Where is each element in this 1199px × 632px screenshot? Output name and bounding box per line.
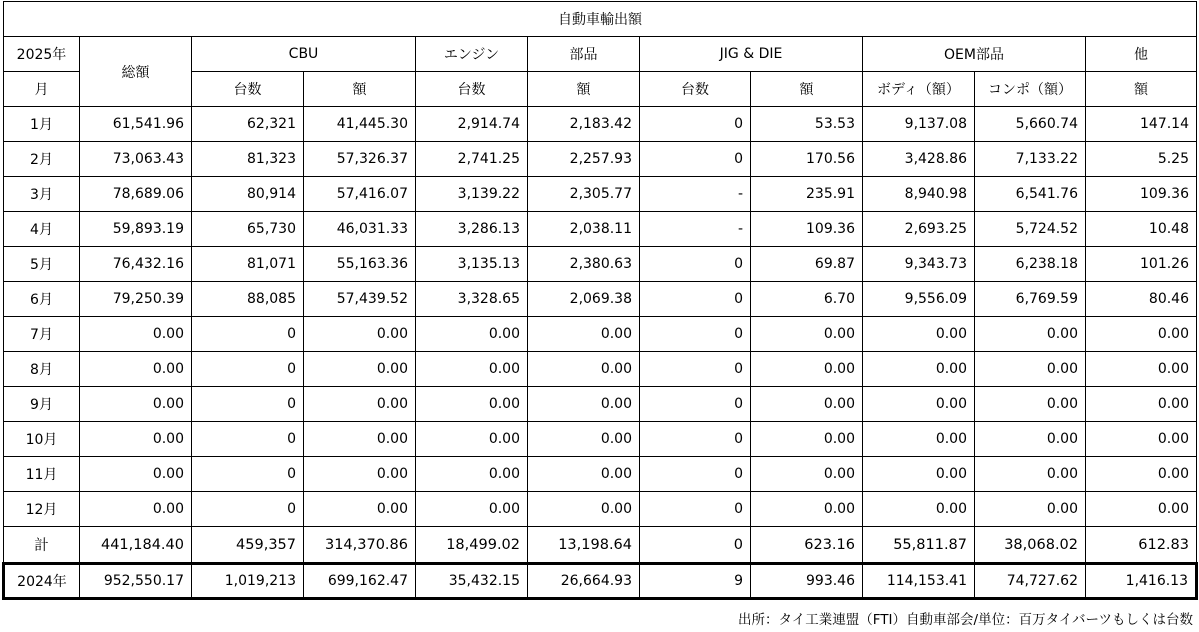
total-amount-cell: 76,432.16 (80, 247, 192, 282)
oem-body-amount-cell: 9,343.73 (863, 247, 975, 282)
other-amount-cell: 0.00 (1086, 317, 1197, 352)
year-header: 2025年 (4, 37, 80, 72)
jig-amount-cell: 0.00 (751, 352, 863, 387)
oem-body-amount-cell: 0.00 (863, 457, 975, 492)
cbu-amount-cell: 55,163.36 (304, 247, 416, 282)
other-amount-cell: 0.00 (1086, 352, 1197, 387)
other-amount-cell: 147.14 (1086, 107, 1197, 142)
row-label: 7月 (4, 317, 80, 352)
parts-amount-cell: 0.00 (528, 387, 640, 422)
cbu-units-cell: 0 (192, 387, 304, 422)
other-header: 他 (1086, 37, 1197, 72)
row-label: 4月 (4, 212, 80, 247)
engine-units-cell: 0.00 (416, 492, 528, 527)
parts-amount-cell: 2,183.42 (528, 107, 640, 142)
engine-units-cell: 0.00 (416, 422, 528, 457)
parts-amount-cell: 0.00 (528, 492, 640, 527)
cbu-amount-cell: 0.00 (304, 422, 416, 457)
jig-units-cell: 0 (640, 527, 751, 564)
jig-amount-cell: 623.16 (751, 527, 863, 564)
total-amount-cell: 79,250.39 (80, 282, 192, 317)
cbu-units-cell: 88,085 (192, 282, 304, 317)
total-amount-cell: 0.00 (80, 387, 192, 422)
table-row (4, 317, 1197, 352)
table-body (4, 2, 1197, 599)
jig-amount-header: 額 (751, 72, 863, 107)
export-table-wrapper (2, 1, 1195, 600)
oem-component-amount-cell: 5,724.52 (975, 212, 1086, 247)
cbu-units-cell: 0 (192, 352, 304, 387)
jig-amount-cell: 0.00 (751, 317, 863, 352)
total-amount-cell: 0.00 (80, 352, 192, 387)
table-row (4, 457, 1197, 492)
oem-body-amount-cell: 8,940.98 (863, 177, 975, 212)
jig-units-cell: 0 (640, 387, 751, 422)
row-label: 11月 (4, 457, 80, 492)
jig-amount-cell: 0.00 (751, 457, 863, 492)
total-amount-cell: 0.00 (80, 317, 192, 352)
oem-body-amount-cell: 0.00 (863, 317, 975, 352)
total-amount-cell: 73,063.43 (80, 142, 192, 177)
other-amount-header: 額 (1086, 72, 1197, 107)
oem-body-amount-cell: 3,428.86 (863, 142, 975, 177)
row-label: 6月 (4, 282, 80, 317)
engine-units-cell: 0.00 (416, 352, 528, 387)
cbu-units-cell: 0 (192, 457, 304, 492)
cbu-amount-cell: 57,439.52 (304, 282, 416, 317)
jig-units-cell: 0 (640, 422, 751, 457)
total-amount-cell: 61,541.96 (80, 107, 192, 142)
engine-units-cell: 3,286.13 (416, 212, 528, 247)
engine-units-cell: 3,139.22 (416, 177, 528, 212)
table-row (4, 492, 1197, 527)
row-label: 1月 (4, 107, 80, 142)
total-amount-cell: 59,893.19 (80, 212, 192, 247)
oem-component-amount-cell: 74,727.62 (975, 564, 1086, 599)
automobile-export-table (2, 1, 1198, 600)
oem-body-amount-cell: 0.00 (863, 492, 975, 527)
parts-amount-cell: 0.00 (528, 317, 640, 352)
table-row (4, 387, 1197, 422)
cbu-amount-cell: 57,416.07 (304, 177, 416, 212)
oem-body-amount-cell: 55,811.87 (863, 527, 975, 564)
cbu-amount-cell: 699,162.47 (304, 564, 416, 599)
row-label: 2月 (4, 142, 80, 177)
other-amount-cell: 10.48 (1086, 212, 1197, 247)
other-amount-cell: 612.83 (1086, 527, 1197, 564)
table-row (4, 352, 1197, 387)
jig-die-header: JIG & DIE (640, 37, 863, 72)
total-amount-cell: 0.00 (80, 422, 192, 457)
oem-body-amount-cell: 2,693.25 (863, 212, 975, 247)
jig-amount-cell: 109.36 (751, 212, 863, 247)
oem-component-amount-cell: 0.00 (975, 352, 1086, 387)
oem-parts-header: OEM部品 (863, 37, 1086, 72)
total-row (4, 527, 1197, 564)
jig-amount-cell: 0.00 (751, 387, 863, 422)
oem-body-amount-cell: 0.00 (863, 387, 975, 422)
oem-component-amount-cell: 6,238.18 (975, 247, 1086, 282)
cbu-amount-cell: 46,031.33 (304, 212, 416, 247)
jig-units-cell: 0 (640, 492, 751, 527)
cbu-units-cell: 81,071 (192, 247, 304, 282)
cbu-units-cell: 62,321 (192, 107, 304, 142)
oem-component-amount-cell: 6,541.76 (975, 177, 1086, 212)
oem-component-amount-cell: 0.00 (975, 317, 1086, 352)
oem-body-amount-header: ボディ（額） (863, 72, 975, 107)
cbu-amount-cell: 57,326.37 (304, 142, 416, 177)
cbu-amount-cell: 0.00 (304, 457, 416, 492)
jig-units-cell: - (640, 177, 751, 212)
oem-component-amount-header: コンポ（額） (975, 72, 1086, 107)
jig-units-cell: - (640, 212, 751, 247)
other-amount-cell: 1,416.13 (1086, 564, 1197, 599)
table-row (4, 422, 1197, 457)
engine-header: エンジン (416, 37, 528, 72)
cbu-amount-cell: 0.00 (304, 317, 416, 352)
other-amount-cell: 109.36 (1086, 177, 1197, 212)
jig-units-cell: 9 (640, 564, 751, 599)
jig-amount-cell: 0.00 (751, 492, 863, 527)
row-label: 2024年 (4, 564, 80, 599)
table-row (4, 142, 1197, 177)
oem-component-amount-cell: 38,068.02 (975, 527, 1086, 564)
row-label: 8月 (4, 352, 80, 387)
oem-component-amount-cell: 0.00 (975, 492, 1086, 527)
parts-amount-cell: 13,198.64 (528, 527, 640, 564)
other-amount-cell: 0.00 (1086, 457, 1197, 492)
row-label: 10月 (4, 422, 80, 457)
cbu-units-header: 台数 (192, 72, 304, 107)
jig-amount-cell: 69.87 (751, 247, 863, 282)
table-row (4, 247, 1197, 282)
jig-amount-cell: 53.53 (751, 107, 863, 142)
parts-amount-cell: 2,069.38 (528, 282, 640, 317)
jig-units-cell: 0 (640, 247, 751, 282)
jig-units-cell: 0 (640, 142, 751, 177)
cbu-units-cell: 81,323 (192, 142, 304, 177)
engine-units-cell: 18,499.02 (416, 527, 528, 564)
row-label: 計 (4, 527, 80, 564)
jig-amount-cell: 0.00 (751, 422, 863, 457)
other-amount-cell: 0.00 (1086, 492, 1197, 527)
cbu-units-cell: 1,019,213 (192, 564, 304, 599)
table-row (4, 177, 1197, 212)
row-label: 9月 (4, 387, 80, 422)
parts-amount-cell: 26,664.93 (528, 564, 640, 599)
source-note: 出所：タイ工業連盟（FTI）自動車部会/単位：百万タイバーツもしくは台数 (738, 612, 1193, 628)
oem-component-amount-cell: 6,769.59 (975, 282, 1086, 317)
parts-amount-cell: 2,257.93 (528, 142, 640, 177)
table-title: 自動車輸出額 (4, 2, 1197, 37)
oem-body-amount-cell: 0.00 (863, 422, 975, 457)
parts-header: 部品 (528, 37, 640, 72)
engine-units-cell: 35,432.15 (416, 564, 528, 599)
engine-units-cell: 3,328.65 (416, 282, 528, 317)
jig-units-cell: 0 (640, 352, 751, 387)
cbu-units-cell: 0 (192, 422, 304, 457)
engine-units-cell: 0.00 (416, 387, 528, 422)
jig-units-cell: 0 (640, 107, 751, 142)
jig-units-cell: 0 (640, 457, 751, 492)
oem-body-amount-cell: 0.00 (863, 352, 975, 387)
jig-amount-cell: 170.56 (751, 142, 863, 177)
cbu-units-cell: 0 (192, 492, 304, 527)
total-amount-cell: 952,550.17 (80, 564, 192, 599)
engine-units-header: 台数 (416, 72, 528, 107)
parts-amount-cell: 2,380.63 (528, 247, 640, 282)
jig-units-header: 台数 (640, 72, 751, 107)
oem-body-amount-cell: 9,556.09 (863, 282, 975, 317)
cbu-units-cell: 65,730 (192, 212, 304, 247)
parts-amount-cell: 2,305.77 (528, 177, 640, 212)
total-amount-cell: 0.00 (80, 492, 192, 527)
total-amount-cell: 0.00 (80, 457, 192, 492)
table-row (4, 212, 1197, 247)
oem-body-amount-cell: 9,137.08 (863, 107, 975, 142)
row-label: 3月 (4, 177, 80, 212)
previous-year-row (4, 564, 1197, 599)
oem-component-amount-cell: 0.00 (975, 387, 1086, 422)
oem-component-amount-cell: 0.00 (975, 422, 1086, 457)
cbu-amount-cell: 314,370.86 (304, 527, 416, 564)
oem-component-amount-cell: 5,660.74 (975, 107, 1086, 142)
oem-component-amount-cell: 7,133.22 (975, 142, 1086, 177)
parts-amount-cell: 0.00 (528, 422, 640, 457)
table-row (4, 107, 1197, 142)
cbu-units-cell: 459,357 (192, 527, 304, 564)
table-row (4, 282, 1197, 317)
oem-body-amount-cell: 114,153.41 (863, 564, 975, 599)
engine-units-cell: 0.00 (416, 317, 528, 352)
other-amount-cell: 101.26 (1086, 247, 1197, 282)
parts-amount-cell: 2,038.11 (528, 212, 640, 247)
engine-units-cell: 2,914.74 (416, 107, 528, 142)
other-amount-cell: 5.25 (1086, 142, 1197, 177)
jig-units-cell: 0 (640, 317, 751, 352)
total-amount-cell: 78,689.06 (80, 177, 192, 212)
jig-amount-cell: 235.91 (751, 177, 863, 212)
cbu-amount-cell: 0.00 (304, 387, 416, 422)
parts-amount-header: 額 (528, 72, 640, 107)
row-label: 12月 (4, 492, 80, 527)
cbu-amount-cell: 0.00 (304, 492, 416, 527)
title-row (4, 2, 1197, 37)
cbu-header: CBU (192, 37, 416, 72)
month-header: 月 (4, 72, 80, 107)
engine-units-cell: 2,741.25 (416, 142, 528, 177)
header-row-1 (4, 37, 1197, 72)
total-amount-header: 総額 (80, 37, 192, 107)
cbu-amount-header: 額 (304, 72, 416, 107)
jig-units-cell: 0 (640, 282, 751, 317)
other-amount-cell: 0.00 (1086, 387, 1197, 422)
engine-units-cell: 0.00 (416, 457, 528, 492)
oem-component-amount-cell: 0.00 (975, 457, 1086, 492)
cbu-units-cell: 80,914 (192, 177, 304, 212)
cbu-amount-cell: 41,445.30 (304, 107, 416, 142)
other-amount-cell: 0.00 (1086, 422, 1197, 457)
engine-units-cell: 3,135.13 (416, 247, 528, 282)
jig-amount-cell: 6.70 (751, 282, 863, 317)
cbu-amount-cell: 0.00 (304, 352, 416, 387)
parts-amount-cell: 0.00 (528, 457, 640, 492)
parts-amount-cell: 0.00 (528, 352, 640, 387)
other-amount-cell: 80.46 (1086, 282, 1197, 317)
jig-amount-cell: 993.46 (751, 564, 863, 599)
row-label: 5月 (4, 247, 80, 282)
cbu-units-cell: 0 (192, 317, 304, 352)
total-amount-cell: 441,184.40 (80, 527, 192, 564)
